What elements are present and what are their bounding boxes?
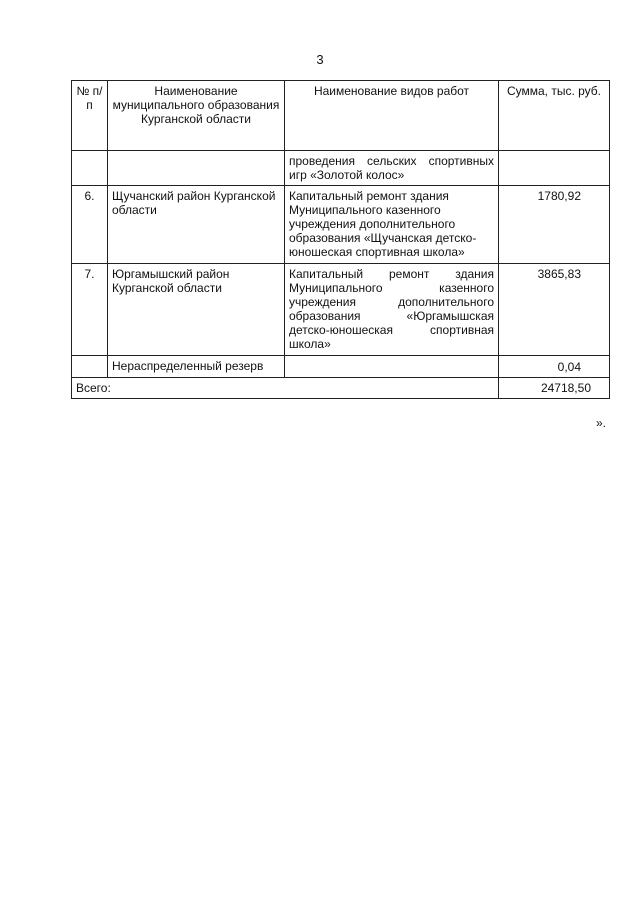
header-num: № п/п <box>72 81 108 151</box>
row-sum: 0,04 <box>499 356 610 378</box>
table-row <box>72 186 610 264</box>
table-row <box>72 356 610 378</box>
row-works: Капитальный ремонт здания Муниципального казенного учреждения дополнительного образования «Щучанская детско-юношеская спортивная школа» <box>285 186 499 264</box>
row-works: Капитальный ремонт здания Муниципального казенного учреждения дополнительного образования «Юргамышская детско-юношеская спортивная школа» <box>285 264 499 356</box>
works-table <box>71 80 610 399</box>
header-sum: Сумма, тыс. руб. <box>499 81 610 151</box>
row-num: 6. <box>72 186 108 264</box>
closing-quote-mark: ». <box>596 416 607 430</box>
page-number: 3 <box>316 52 324 67</box>
total-row <box>72 378 610 399</box>
row-sum <box>499 151 610 186</box>
row-municipality: Юргамышский район Курганской области <box>108 264 285 356</box>
table-row <box>72 264 610 356</box>
row-num <box>72 151 108 186</box>
row-sum: 3865,83 <box>499 264 610 356</box>
row-municipality: Нераспределенный резерв <box>108 356 285 378</box>
row-num <box>72 356 108 378</box>
total-sum: 24718,50 <box>499 378 610 399</box>
row-municipality: Щучанский район Курганской области <box>108 186 285 264</box>
table-header-row <box>72 81 610 151</box>
row-num: 7. <box>72 264 108 356</box>
row-sum: 1780,92 <box>499 186 610 264</box>
header-municipality: Наименование муниципального образования Курганской области <box>108 81 285 151</box>
row-works <box>285 356 499 378</box>
row-works: проведения сельских спортивных игр «Золотой колос» <box>285 151 499 186</box>
table-row <box>72 151 610 186</box>
header-works: Наименование видов работ <box>285 81 499 151</box>
total-label: Всего: <box>72 378 499 399</box>
row-municipality <box>108 151 285 186</box>
